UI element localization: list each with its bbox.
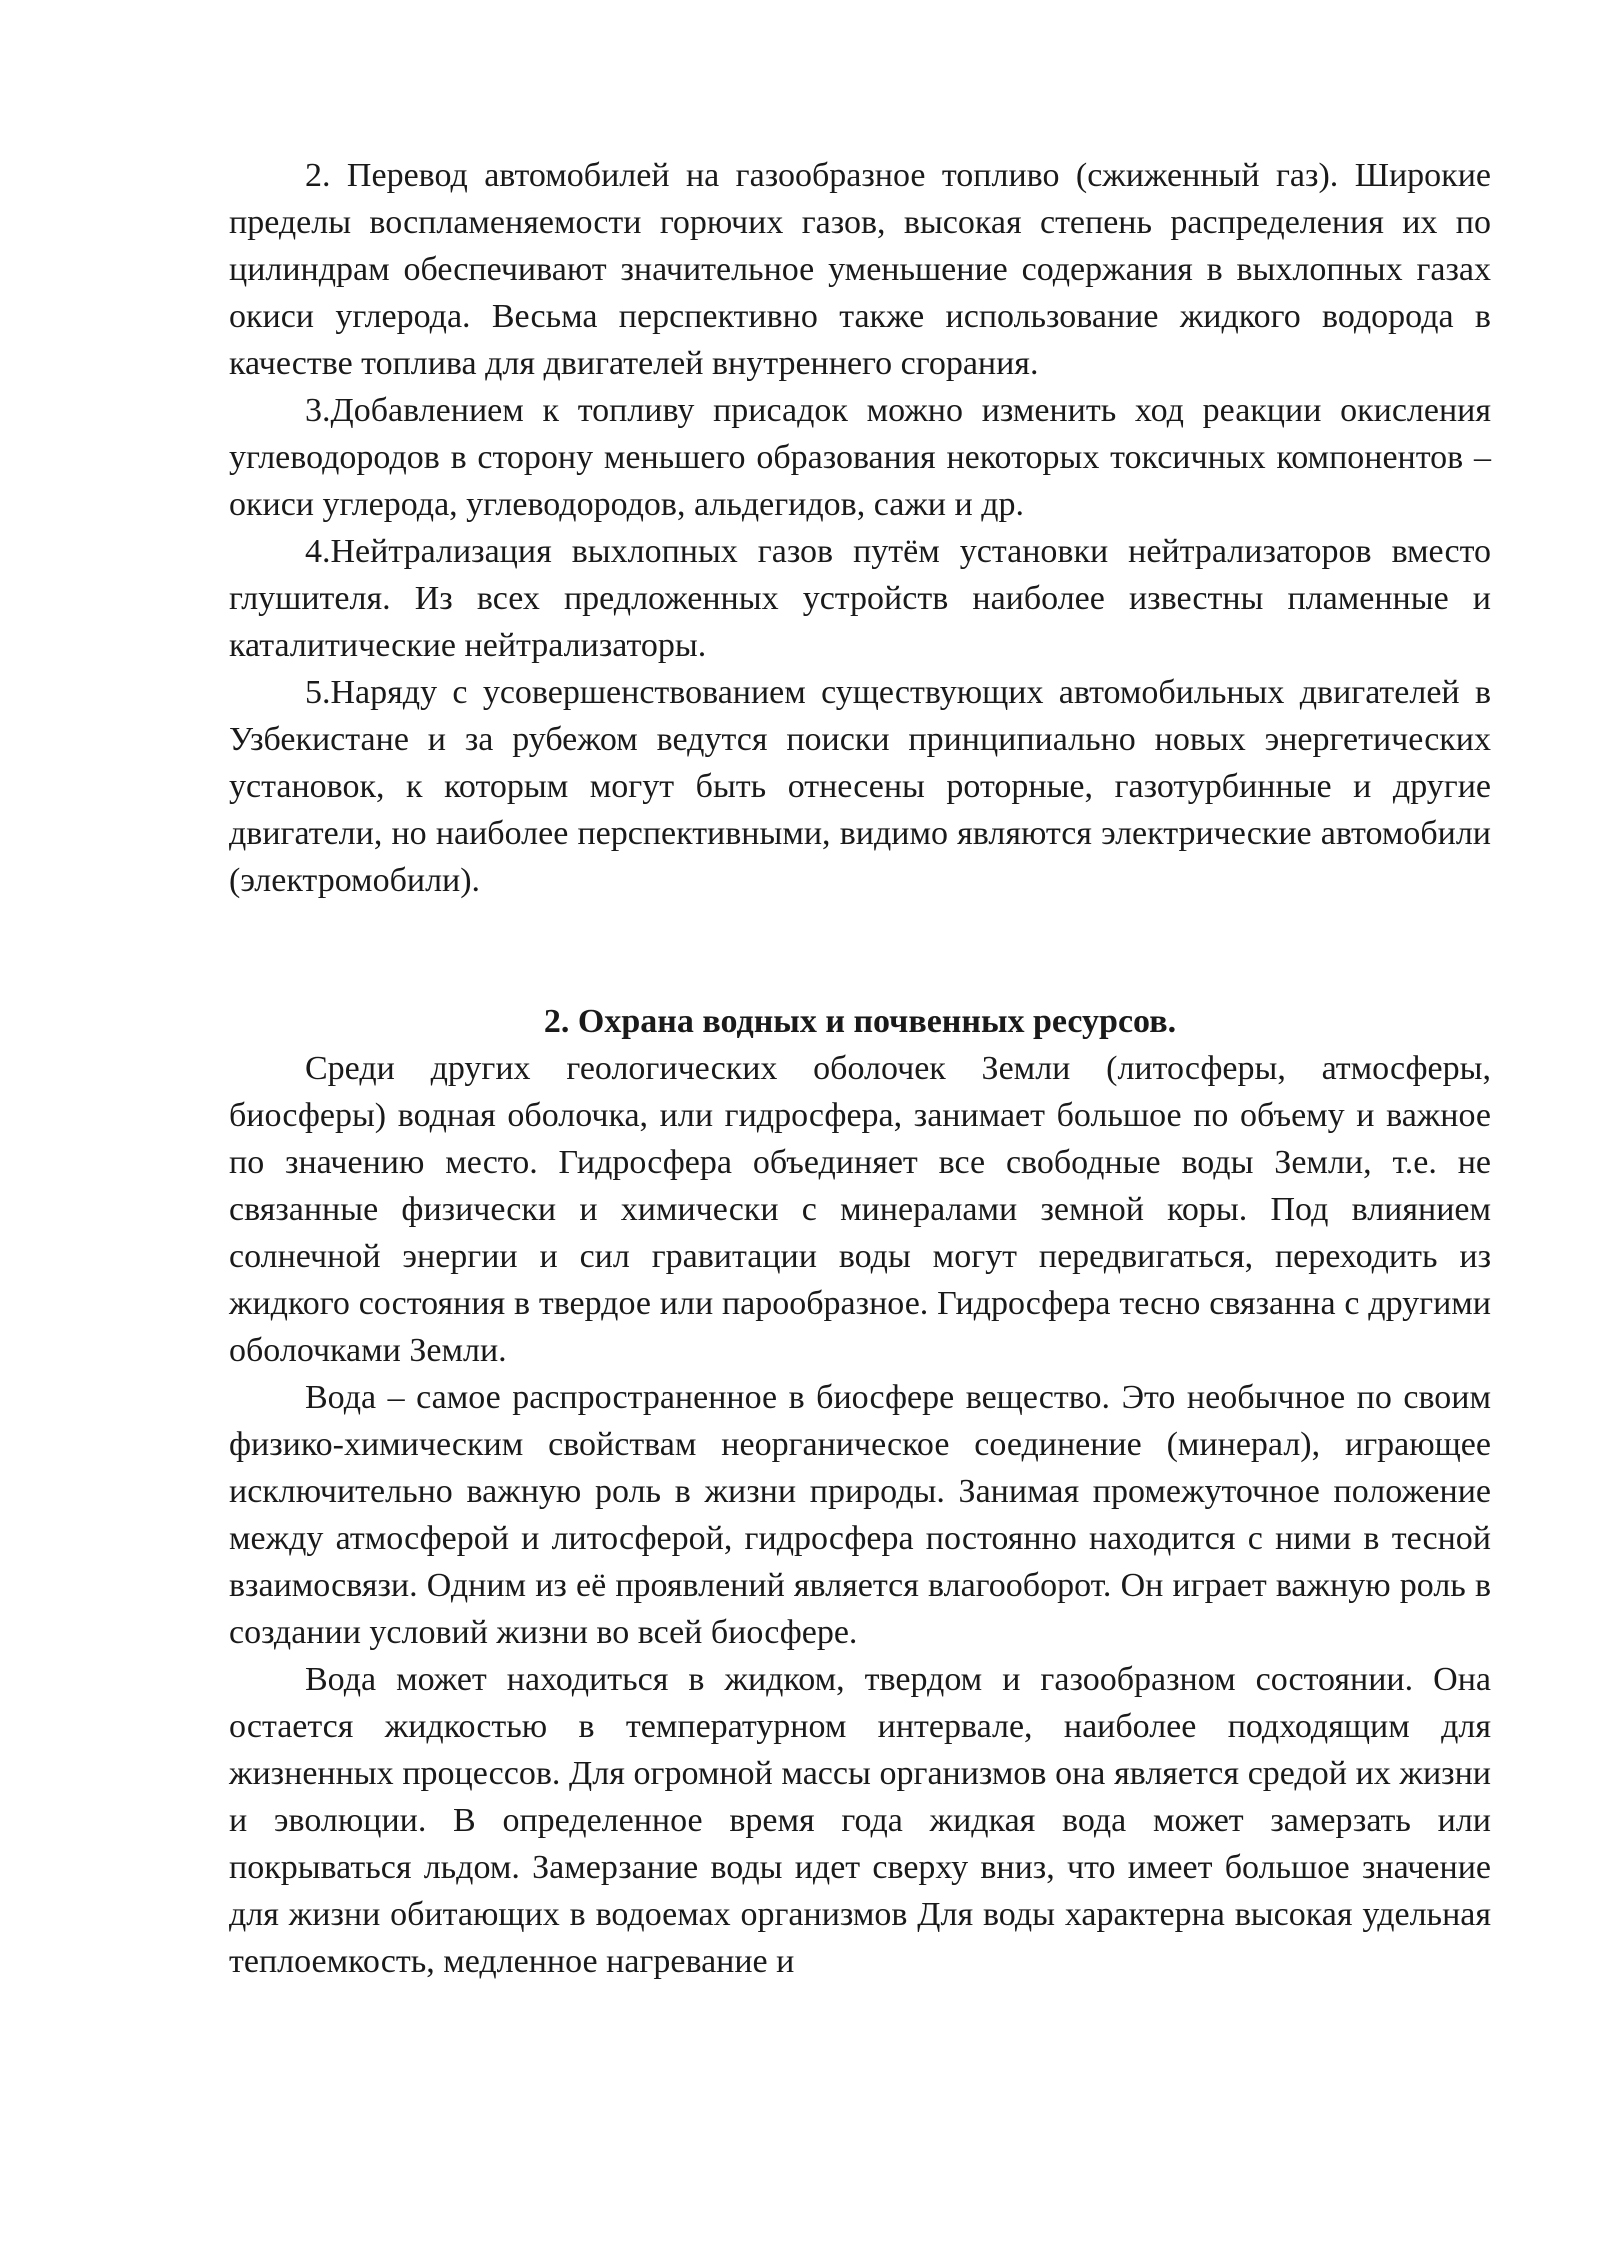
paragraph-water-substance: Вода – самое распространенное в биосфере вещество. Это необычное по своим физико-химическим свойствам неорганическое соединение (минерал), играющее исключительно важную роль в жизни природы. Занимая промежуточное положение между атмосферой и литосферой, гидросфера постоянно находится с ними в тесной взаимосвязи. Одним из её проявлений является влагооборот. Он играет важную роль в создании условий жизни во всей биосфере.	[229, 1379, 1491, 1651]
paragraph-hydrosphere: Среди других геологических оболочек Земли (литосферы, атмосферы, биосферы) водная оболочка, или гидросфера, занимает большое по объему и важное по значению место. Гидросфера объединяет все свободные воды Земли, т.е. не связанные физически и химически с минералами земной коры. Под влиянием солнечной энергии и сил гравитации воды могут передвигаться, переходить из жидкого состояния в твердое или парообразное. Гидросфера тесно связанна с другими оболочками Земли.	[229, 1050, 1491, 1369]
section-spacer	[229, 904, 1491, 998]
paragraph-exhaust-neutralization: 4.Нейтрализация выхлопных газов путём установки нейтрализаторов вместо глушителя. Из всех предложенных устройств наиболее известны пламенные и каталитические нейтрализаторы.	[229, 533, 1491, 664]
document-body	[229, 152, 1491, 1985]
paragraph-new-engines: 5.Наряду с усовершенствованием существующих автомобильных двигателей в Узбекистане и за рубежом ведутся поиски принципиально новых энергетических установок, к которым могут быть отнесены роторные, газотурбинные и другие двигатели, но наиболее перспективными, видимо являются электрические автомобили (электромобили).	[229, 674, 1491, 899]
paragraph-gas-fuel: 2. Перевод автомобилей на газообразное топливо (сжиженный газ). Широкие пределы воспламеняемости горючих газов, высокая степень распределения их по цилиндрам обеспечивают значительное уменьшение содержания в выхлопных газах окиси углерода. Весьма перспективно также использование жидкого водорода в качестве топлива для двигателей внутреннего сгорания.	[229, 157, 1491, 382]
paragraph-water-states: Вода может находиться в жидком, твердом и газообразном состоянии. Она остается жидкостью в температурном интервале, наиболее подходящим для жизненных процессов. Для огромной массы организмов она является средой их жизни и эволюции. В определенное время года жидкая вода может замерзать или покрываться льдом. Замерзание воды идет сверху вниз, что имеет большое значение для жизни обитающих в водоемах организмов Для воды характерна высокая удельная теплоемкость, медленное нагревание и	[229, 1661, 1491, 1980]
section-heading: 2. Охрана водных и почвенных ресурсов.	[543, 1003, 1177, 1040]
paragraph-fuel-additives: 3.Добавлением к топливу присадок можно изменить ход реакции окисления углеводородов в сторону меньшего образования некоторых токсичных компонентов – окиси углерода, углеводородов, альдегидов, сажи и др.	[229, 392, 1491, 523]
